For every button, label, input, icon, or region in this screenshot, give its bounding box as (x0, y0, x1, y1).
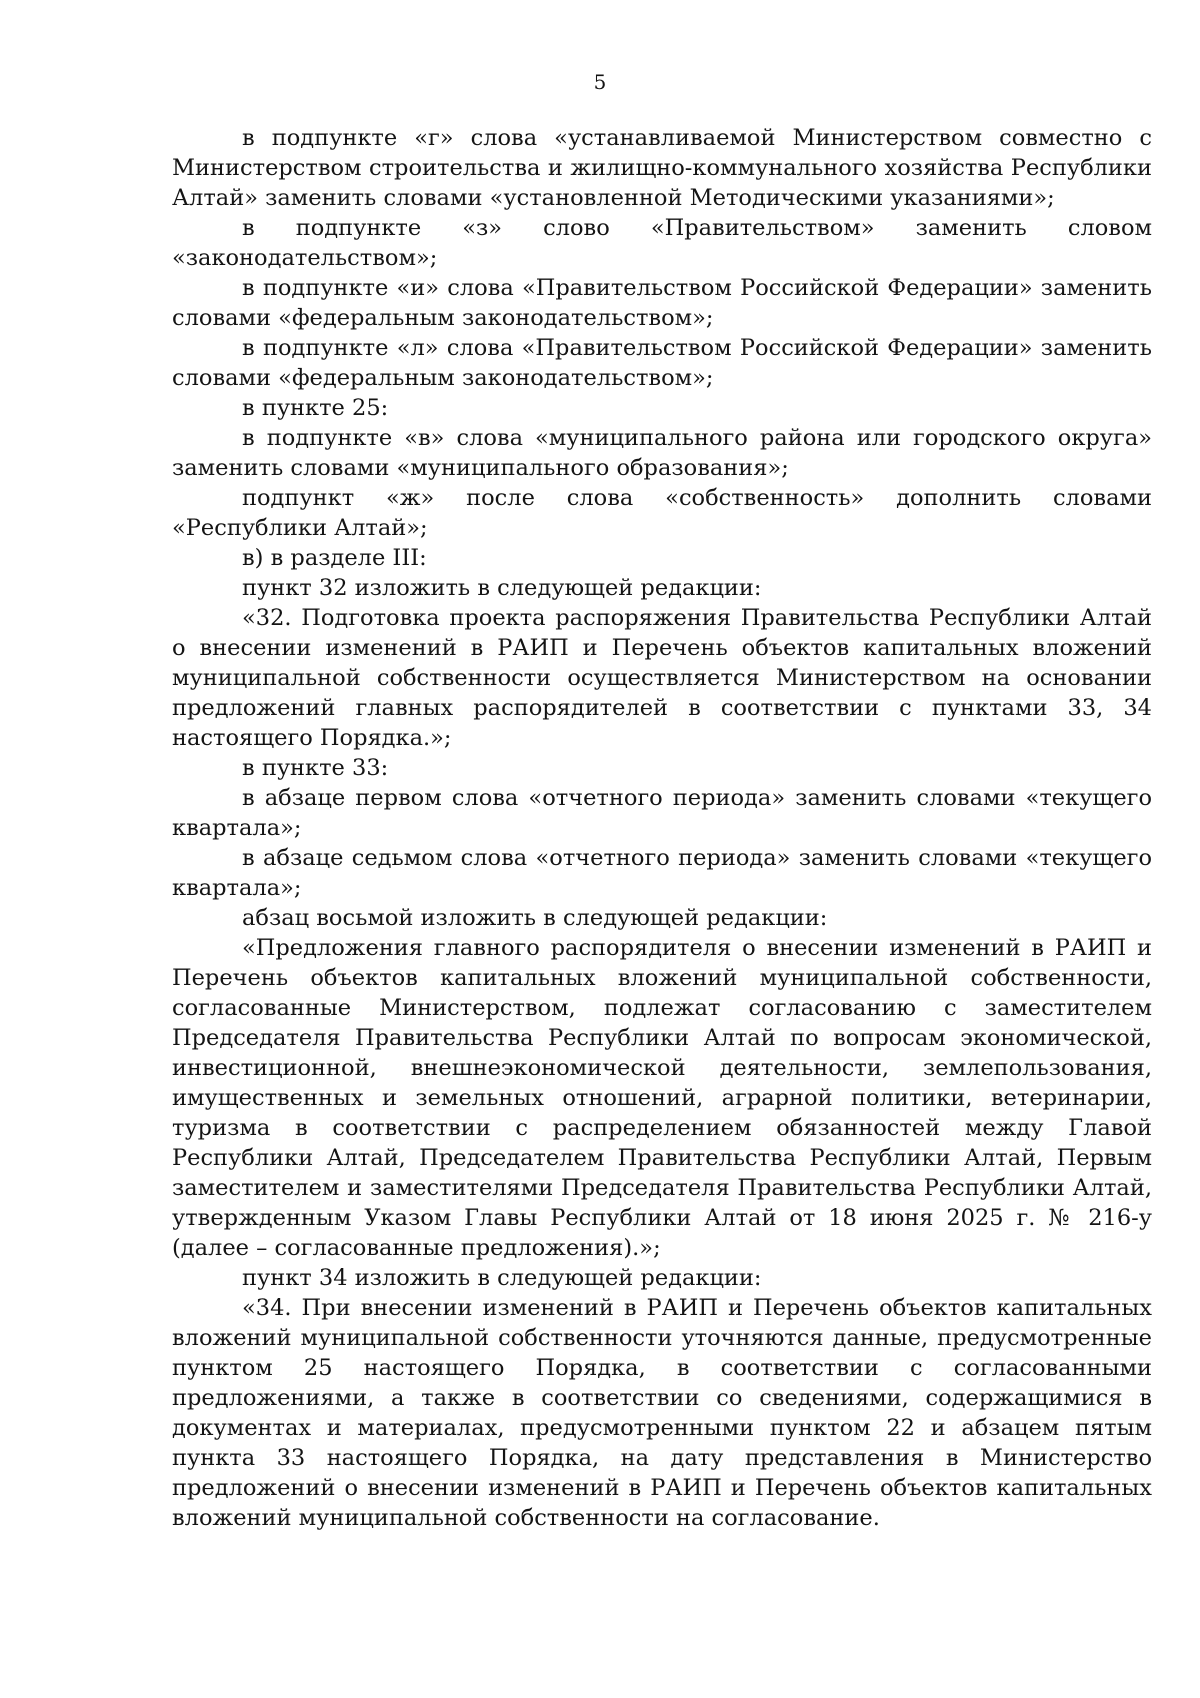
paragraph-subitem-i: в подпункте «и» слова «Правительством Российской Федерации» заменить словами «федеральным законодательством»; (172, 275, 1152, 331)
paragraph-item-33: в пункте 33: (242, 755, 389, 781)
paragraph-subitem-l: в подпункте «л» слова «Правительством Российской Федерации» заменить словами «федеральным законодательством»; (172, 335, 1152, 391)
paragraph-abzac-first: в абзаце первом слова «отчетного периода» заменить словами «текущего квартала»; (172, 785, 1152, 841)
paragraph-abzac-seventh: в абзаце седьмом слова «отчетного периода» заменить словами «текущего квартала»; (172, 845, 1152, 901)
document-body (172, 123, 1152, 1533)
paragraph-section-iii: в) в разделе III: (242, 545, 427, 571)
paragraph-abzac-eighth-intro: абзац восьмой изложить в следующей редакции: (242, 905, 828, 931)
paragraph-abzac-eighth-text: «Предложения главного распорядителя о внесении изменений в РАИП и Перечень объектов капитальных вложений муниципальной собственности, согласованные Министерством, подлежат согласованию с заместителем Председателя Правительства Республики Алтай по вопросам экономической, инвестиционной, внешнеэкономической деятельности, землепользования, имущественных и земельных отношений, аграрной политики, ветеринарии, туризма в соответствии с распределением обязанностей между Главой Республики Алтай, Председателем Правительства Республики Алтай, Первым заместителем и заместителями Председателя Правительства Республики Алтай, утвержденным Указом Главы Республики Алтай от 18 июня 2025 г. № 216-у (далее – согласованные предложения).»; (172, 935, 1152, 1261)
paragraph-subitem-g: в подпункте «г» слова «устанавливаемой Министерством совместно с Министерством строительства и жилищно-коммунального хозяйства Республики Алтай» заменить словами «установленной Методическими указаниями»; (172, 125, 1152, 211)
paragraph-item-34-text: «34. При внесении изменений в РАИП и Перечень объектов капитальных вложений муниципальной собственности уточняются данные, предусмотренные пунктом 25 настоящего Порядка, в соответствии с согласованными предложениями, а также в соответствии со сведениями, содержащимися в документах и материалах, предусмотренными пунктом 22 и абзацем пятым пункта 33 настоящего Порядка, на дату представления в Министерство предложений о внесении изменений в РАИП и Перечень объектов капитальных вложений муниципальной собственности на согласование. (172, 1295, 1152, 1531)
page-number: 5 (593, 70, 607, 94)
paragraph-item-32-intro: пункт 32 изложить в следующей редакции: (242, 575, 762, 601)
paragraph-subitem-zh: подпункт «ж» после слова «собственность» дополнить словами «Республики Алтай»; (172, 485, 1152, 541)
paragraph-subitem-v: в подпункте «в» слова «муниципального района или городского округа» заменить словами «муниципального образования»; (172, 425, 1152, 481)
paragraph-item-34-intro: пункт 34 изложить в следующей редакции: (242, 1265, 762, 1291)
paragraph-item-25: в пункте 25: (242, 395, 389, 421)
paragraph-item-32-text: «32. Подготовка проекта распоряжения Правительства Республики Алтай о внесении изменений в РАИП и Перечень объектов капитальных вложений муниципальной собственности осуществляется Министерством на основании предложений главных распорядителей в соответствии с пунктами 33, 34 настоящего Порядка.»; (172, 605, 1152, 751)
paragraph-subitem-z: в подпункте «з» слово «Правительством» заменить словом «законодательством»; (172, 215, 1152, 271)
